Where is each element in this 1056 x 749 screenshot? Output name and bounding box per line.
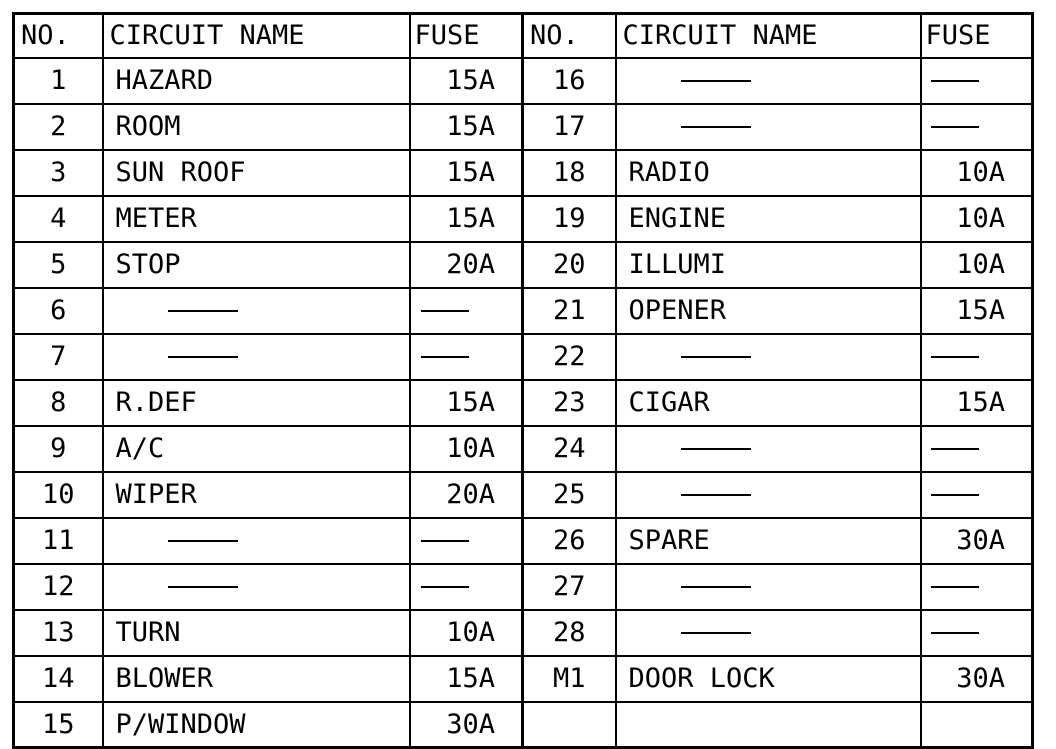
left-circuit-name: A/C xyxy=(103,426,410,472)
right-fuse-number xyxy=(523,702,616,748)
table-row xyxy=(14,426,1033,472)
header-circuit-name-right: CIRCUIT NAME xyxy=(616,14,921,58)
right-fuse-rating-empty xyxy=(921,610,1033,656)
left-fuse-rating: 10A xyxy=(410,610,523,656)
right-circuit-name-empty xyxy=(616,58,921,104)
right-fuse-number: 21 xyxy=(523,288,616,334)
left-fuse-rating: 15A xyxy=(410,656,523,702)
dash-placeholder xyxy=(168,540,238,542)
dash-placeholder xyxy=(681,494,751,496)
left-fuse-rating-empty xyxy=(410,334,523,380)
left-fuse-number: 6 xyxy=(14,288,103,334)
right-fuse-rating-empty xyxy=(921,564,1033,610)
left-circuit-name: R.DEF xyxy=(103,380,410,426)
dash-placeholder xyxy=(931,80,979,82)
left-circuit-name: SUN ROOF xyxy=(103,150,410,196)
right-fuse-rating: 10A xyxy=(921,196,1033,242)
left-circuit-name: HAZARD xyxy=(103,58,410,104)
right-fuse-number: M1 xyxy=(523,656,616,702)
left-fuse-rating: 20A xyxy=(410,242,523,288)
right-circuit-name-empty xyxy=(616,426,921,472)
right-fuse-rating: 30A xyxy=(921,656,1033,702)
left-circuit-name-empty xyxy=(103,518,410,564)
left-fuse-rating: 20A xyxy=(410,472,523,518)
left-circuit-name: METER xyxy=(103,196,410,242)
left-fuse-rating: 15A xyxy=(410,196,523,242)
header-row xyxy=(14,14,1033,58)
right-fuse-number: 19 xyxy=(523,196,616,242)
right-fuse-number: 20 xyxy=(523,242,616,288)
left-fuse-number: 12 xyxy=(14,564,103,610)
left-circuit-name: STOP xyxy=(103,242,410,288)
right-circuit-name-empty xyxy=(616,334,921,380)
table-row xyxy=(14,564,1033,610)
left-fuse-number: 11 xyxy=(14,518,103,564)
right-circuit-name-empty xyxy=(616,104,921,150)
dash-placeholder xyxy=(681,356,751,358)
left-fuse-number: 2 xyxy=(14,104,103,150)
left-fuse-rating: 15A xyxy=(410,150,523,196)
left-fuse-rating-empty xyxy=(410,564,523,610)
table-row xyxy=(14,702,1033,748)
header-fuse-right: FUSE xyxy=(921,14,1033,58)
right-circuit-name: OPENER xyxy=(616,288,921,334)
left-fuse-number: 7 xyxy=(14,334,103,380)
table-row xyxy=(14,242,1033,288)
left-fuse-rating: 30A xyxy=(410,702,523,748)
left-fuse-rating: 15A xyxy=(410,104,523,150)
left-circuit-name: P/WINDOW xyxy=(103,702,410,748)
dash-placeholder xyxy=(681,126,751,128)
dash-placeholder xyxy=(168,310,238,312)
left-fuse-number: 9 xyxy=(14,426,103,472)
right-fuse-number: 26 xyxy=(523,518,616,564)
right-circuit-name: ILLUMI xyxy=(616,242,921,288)
right-circuit-name: CIGAR xyxy=(616,380,921,426)
right-fuse-number: 17 xyxy=(523,104,616,150)
left-circuit-name: TURN xyxy=(103,610,410,656)
left-fuse-number: 4 xyxy=(14,196,103,242)
right-fuse-number: 24 xyxy=(523,426,616,472)
left-circuit-name: ROOM xyxy=(103,104,410,150)
dash-placeholder xyxy=(931,356,979,358)
right-fuse-number: 16 xyxy=(523,58,616,104)
table-row xyxy=(14,58,1033,104)
dash-placeholder xyxy=(421,540,469,542)
left-circuit-name: WIPER xyxy=(103,472,410,518)
dash-placeholder xyxy=(168,356,238,358)
table-row xyxy=(14,150,1033,196)
right-fuse-number: 28 xyxy=(523,610,616,656)
dash-placeholder xyxy=(421,586,469,588)
dash-placeholder xyxy=(931,494,979,496)
left-fuse-number: 10 xyxy=(14,472,103,518)
dash-placeholder xyxy=(681,586,751,588)
table-row xyxy=(14,656,1033,702)
left-fuse-rating: 15A xyxy=(410,380,523,426)
table-row xyxy=(14,288,1033,334)
right-fuse-rating: 10A xyxy=(921,242,1033,288)
left-fuse-number: 1 xyxy=(14,58,103,104)
dash-placeholder xyxy=(931,586,979,588)
right-fuse-rating-empty xyxy=(921,472,1033,518)
fuse-table xyxy=(12,12,1034,749)
table-row xyxy=(14,334,1033,380)
dash-placeholder xyxy=(931,632,979,634)
dash-placeholder xyxy=(931,448,979,450)
header-no-right: NO. xyxy=(523,14,616,58)
right-fuse-rating-empty xyxy=(921,334,1033,380)
table-row xyxy=(14,518,1033,564)
left-fuse-rating-empty xyxy=(410,288,523,334)
right-fuse-rating-empty xyxy=(921,702,1033,748)
right-circuit-name-empty xyxy=(616,564,921,610)
right-circuit-name: DOOR LOCK xyxy=(616,656,921,702)
fuse-table-body xyxy=(14,58,1033,748)
table-row xyxy=(14,610,1033,656)
right-fuse-number: 27 xyxy=(523,564,616,610)
left-fuse-rating: 10A xyxy=(410,426,523,472)
left-circuit-name: BLOWER xyxy=(103,656,410,702)
dash-placeholder xyxy=(681,80,751,82)
left-fuse-rating: 15A xyxy=(410,58,523,104)
right-circuit-name: ENGINE xyxy=(616,196,921,242)
dash-placeholder xyxy=(168,586,238,588)
left-fuse-number: 8 xyxy=(14,380,103,426)
right-circuit-name-empty xyxy=(616,610,921,656)
table-row xyxy=(14,472,1033,518)
right-fuse-number: 22 xyxy=(523,334,616,380)
left-circuit-name-empty xyxy=(103,288,410,334)
header-fuse-left: FUSE xyxy=(410,14,523,58)
left-fuse-number: 5 xyxy=(14,242,103,288)
dash-placeholder xyxy=(931,126,979,128)
right-fuse-rating: 15A xyxy=(921,288,1033,334)
right-circuit-name-empty xyxy=(616,702,921,748)
table-row xyxy=(14,196,1033,242)
left-circuit-name-empty xyxy=(103,334,410,380)
right-fuse-rating: 30A xyxy=(921,518,1033,564)
table-row xyxy=(14,104,1033,150)
right-fuse-number: 23 xyxy=(523,380,616,426)
left-fuse-number: 14 xyxy=(14,656,103,702)
dash-placeholder xyxy=(681,448,751,450)
right-fuse-rating-empty xyxy=(921,58,1033,104)
header-circuit-name-left: CIRCUIT NAME xyxy=(103,14,410,58)
dash-placeholder xyxy=(681,632,751,634)
right-fuse-rating-empty xyxy=(921,104,1033,150)
right-fuse-number: 18 xyxy=(523,150,616,196)
dash-placeholder xyxy=(421,356,469,358)
right-circuit-name: RADIO xyxy=(616,150,921,196)
table-row xyxy=(14,380,1033,426)
header-no-left: NO. xyxy=(14,14,103,58)
left-fuse-rating-empty xyxy=(410,518,523,564)
dash-placeholder xyxy=(421,310,469,312)
right-circuit-name: SPARE xyxy=(616,518,921,564)
right-fuse-number: 25 xyxy=(523,472,616,518)
right-fuse-rating: 15A xyxy=(921,380,1033,426)
left-fuse-number: 13 xyxy=(14,610,103,656)
right-circuit-name-empty xyxy=(616,472,921,518)
left-fuse-number: 3 xyxy=(14,150,103,196)
left-fuse-number: 15 xyxy=(14,702,103,748)
right-fuse-rating-empty xyxy=(921,426,1033,472)
left-circuit-name-empty xyxy=(103,564,410,610)
right-fuse-rating: 10A xyxy=(921,150,1033,196)
